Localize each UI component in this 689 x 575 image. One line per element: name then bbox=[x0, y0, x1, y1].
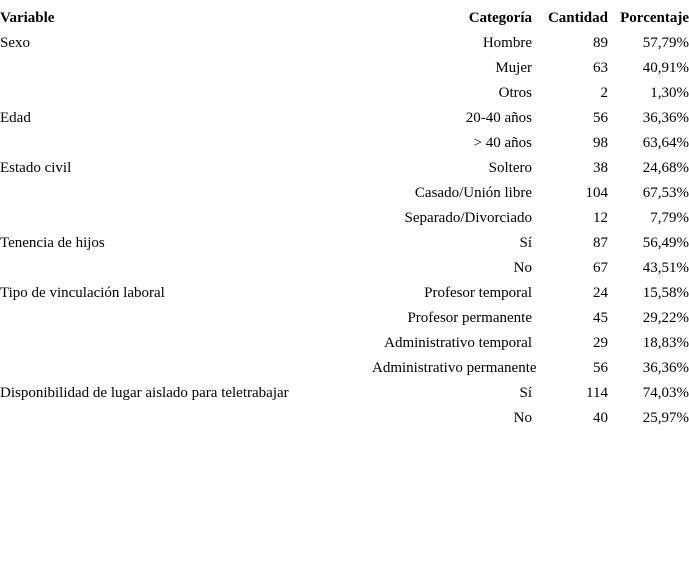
cell-porcentaje: 57,79% bbox=[642, 35, 689, 51]
cell-porcentaje: 67,53% bbox=[642, 185, 689, 201]
cell-porcentaje: 63,64% bbox=[642, 135, 689, 151]
cell-categoria: No bbox=[513, 410, 532, 426]
cell-categoria: Separado/Divorciado bbox=[404, 210, 532, 226]
cell-cantidad: 38 bbox=[593, 160, 608, 176]
cell-categoria: Administrativo temporal bbox=[384, 335, 532, 351]
cell-cantidad: 56 bbox=[593, 360, 608, 376]
cell-categoria: Mujer bbox=[495, 60, 532, 76]
table-row bbox=[0, 281, 689, 306]
cell-variable bbox=[0, 406, 372, 431]
cell-porcentaje: 36,36% bbox=[642, 110, 689, 126]
cell-cantidad: 56 bbox=[593, 110, 608, 126]
cell-variable: Sexo bbox=[0, 35, 30, 51]
table-body bbox=[0, 31, 689, 431]
cell-porcentaje: 29,22% bbox=[642, 310, 689, 326]
cell-categoria: > 40 años bbox=[473, 135, 532, 151]
table-row bbox=[0, 156, 689, 181]
cell-cantidad: 67 bbox=[593, 260, 608, 276]
table-row bbox=[0, 81, 689, 106]
cell-variable bbox=[0, 256, 372, 281]
cell-cantidad: 87 bbox=[593, 235, 608, 251]
cell-cantidad: 29 bbox=[593, 335, 608, 351]
cell-variable bbox=[0, 56, 372, 81]
table-row bbox=[0, 31, 689, 56]
cell-categoria: Administrativo permanente bbox=[372, 360, 537, 376]
table-header-row bbox=[0, 6, 689, 31]
frequency-table bbox=[0, 6, 689, 431]
cell-porcentaje: 25,97% bbox=[642, 410, 689, 426]
cell-porcentaje: 56,49% bbox=[642, 235, 689, 251]
cell-porcentaje: 18,83% bbox=[642, 335, 689, 351]
table-row bbox=[0, 56, 689, 81]
table-header bbox=[0, 6, 689, 31]
column-header-categoria: Categoría bbox=[468, 10, 532, 26]
cell-variable bbox=[0, 131, 372, 156]
cell-variable bbox=[0, 81, 372, 106]
cell-variable bbox=[0, 356, 372, 381]
cell-cantidad: 63 bbox=[593, 60, 608, 76]
cell-cantidad: 89 bbox=[593, 35, 608, 51]
cell-cantidad: 40 bbox=[593, 410, 608, 426]
cell-categoria: Profesor temporal bbox=[424, 285, 532, 301]
cell-variable bbox=[0, 331, 372, 356]
cell-cantidad: 12 bbox=[593, 210, 608, 226]
cell-porcentaje: 15,58% bbox=[642, 285, 689, 301]
cell-categoria: Soltero bbox=[488, 160, 532, 176]
cell-categoria: Casado/Unión libre bbox=[414, 185, 532, 201]
table-row bbox=[0, 331, 689, 356]
cell-porcentaje: 1,30% bbox=[650, 85, 689, 101]
table-row bbox=[0, 356, 689, 381]
cell-porcentaje: 40,91% bbox=[642, 60, 689, 76]
cell-porcentaje: 43,51% bbox=[642, 260, 689, 276]
cell-variable: Edad bbox=[0, 110, 31, 126]
table-row bbox=[0, 106, 689, 131]
table-row bbox=[0, 306, 689, 331]
cell-categoria: Sí bbox=[519, 385, 532, 401]
cell-variable bbox=[0, 181, 372, 206]
table-row bbox=[0, 231, 689, 256]
cell-variable: Tipo de vinculación laboral bbox=[0, 285, 165, 301]
cell-cantidad: 104 bbox=[585, 185, 608, 201]
cell-porcentaje: 74,03% bbox=[642, 385, 689, 401]
column-header-cantidad: Cantidad bbox=[547, 10, 608, 26]
table-row bbox=[0, 206, 689, 231]
cell-porcentaje: 7,79% bbox=[650, 210, 689, 226]
cell-variable: Disponibilidad de lugar aislado para teletrabajar bbox=[0, 385, 289, 401]
cell-cantidad: 98 bbox=[593, 135, 608, 151]
cell-porcentaje: 24,68% bbox=[642, 160, 689, 176]
cell-variable: Tenencia de hijos bbox=[0, 235, 105, 251]
cell-variable bbox=[0, 206, 372, 231]
table-row bbox=[0, 181, 689, 206]
cell-cantidad: 45 bbox=[593, 310, 608, 326]
cell-categoria: Otros bbox=[498, 85, 532, 101]
table-row bbox=[0, 406, 689, 431]
column-header-variable: Variable bbox=[0, 10, 55, 26]
table-row bbox=[0, 381, 689, 406]
cell-variable: Estado civil bbox=[0, 160, 72, 176]
table-row bbox=[0, 131, 689, 156]
cell-variable bbox=[0, 306, 372, 331]
cell-cantidad: 2 bbox=[600, 85, 608, 101]
column-header-porcentaje: Porcentaje bbox=[620, 10, 689, 26]
cell-categoria: No bbox=[513, 260, 532, 276]
cell-categoria: 20-40 años bbox=[465, 110, 532, 126]
cell-categoria: Profesor permanente bbox=[407, 310, 532, 326]
table-row bbox=[0, 256, 689, 281]
cell-cantidad: 24 bbox=[593, 285, 608, 301]
cell-categoria: Sí bbox=[519, 235, 532, 251]
cell-cantidad: 114 bbox=[586, 385, 608, 401]
cell-categoria: Hombre bbox=[482, 35, 532, 51]
cell-porcentaje: 36,36% bbox=[642, 360, 689, 376]
